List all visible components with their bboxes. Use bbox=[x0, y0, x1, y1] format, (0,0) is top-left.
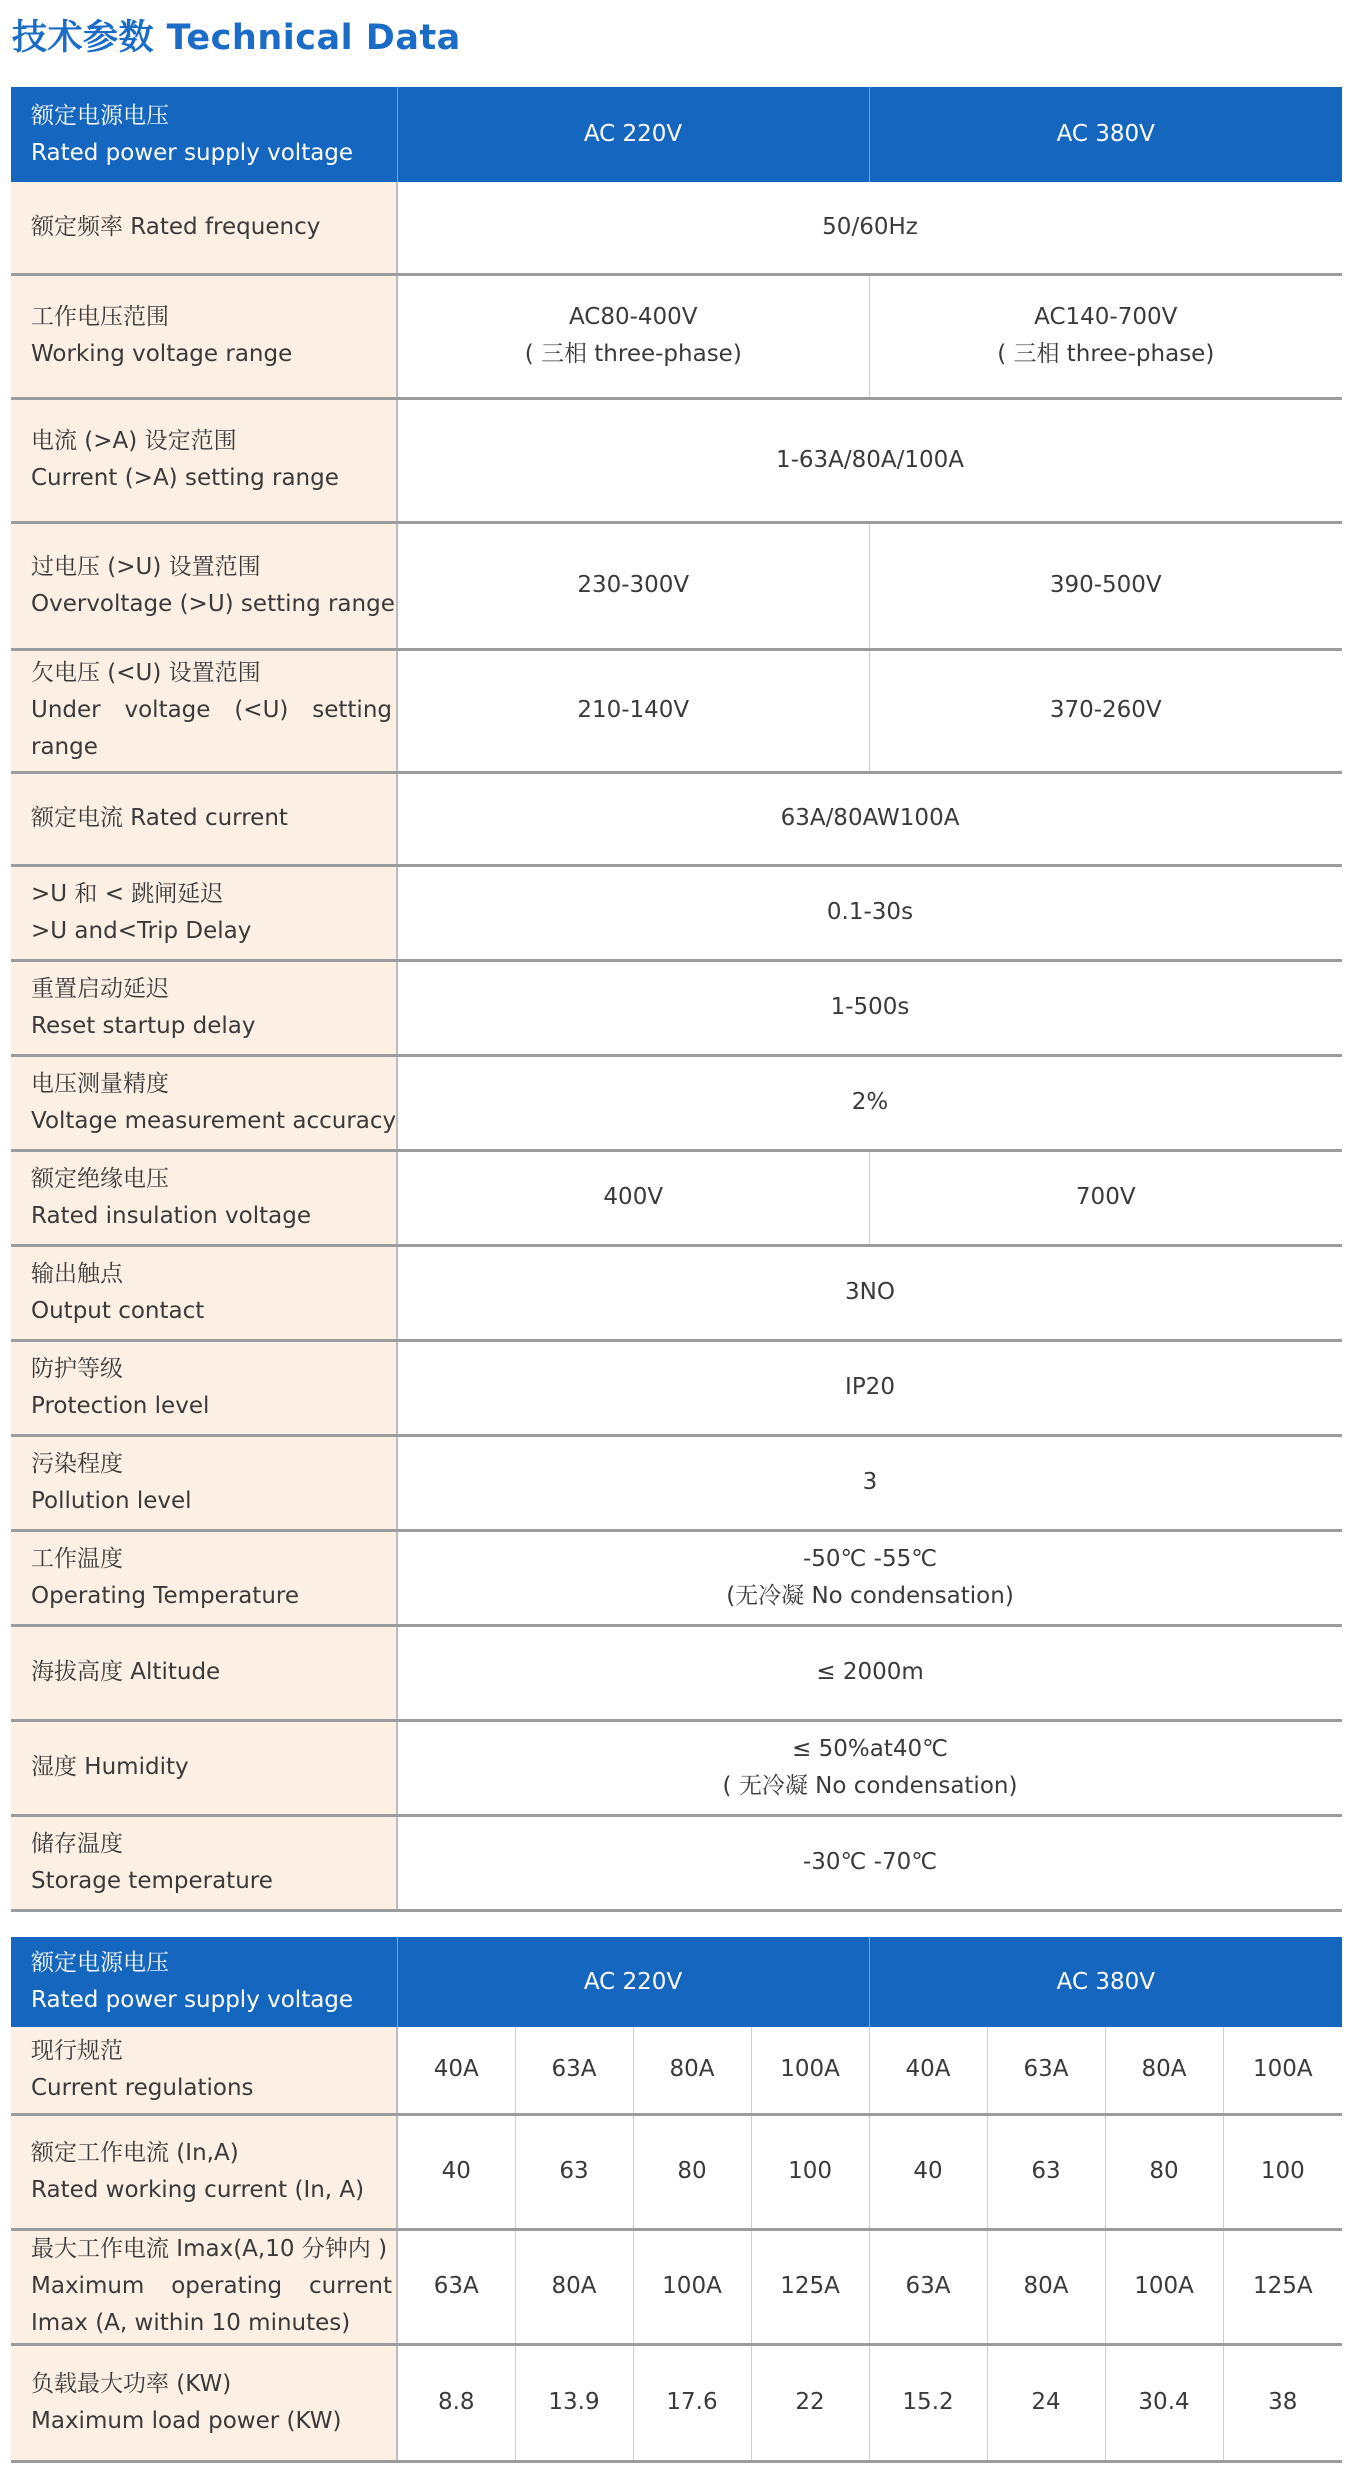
row-label: 海拔高度 Altitude bbox=[11, 1625, 397, 1720]
table-cell: 40A bbox=[869, 2027, 987, 2114]
row-label-zh: 防护等级 bbox=[31, 1355, 123, 1382]
table-row bbox=[11, 2344, 1342, 2461]
table-cell: 80A bbox=[633, 2027, 751, 2114]
row-label-en: Current (>A) setting range bbox=[31, 465, 339, 491]
row-label-en: >U and<Trip Delay bbox=[31, 917, 252, 944]
row-label bbox=[11, 1245, 397, 1340]
row-label-en: Pollution level bbox=[31, 1487, 192, 1514]
table-cell: 125A bbox=[751, 2229, 869, 2344]
row-label-zh: 工作电压范围 bbox=[31, 304, 169, 330]
table-cell: 100A bbox=[1223, 2027, 1342, 2114]
row-label-zh: 输出触点 bbox=[31, 1260, 123, 1287]
value-line: ( 三相 three-phase) bbox=[997, 341, 1215, 367]
row-label-zh: 工作温度 bbox=[31, 1545, 123, 1572]
row-value-ac380: 370-260V bbox=[869, 649, 1342, 772]
row-value-ac220 bbox=[397, 274, 869, 398]
table-cell: 40 bbox=[397, 2114, 515, 2229]
row-label bbox=[11, 1150, 397, 1245]
value-line: AC80-400V bbox=[568, 304, 698, 330]
row-value: 3NO bbox=[397, 1245, 1342, 1340]
row-label bbox=[11, 1435, 397, 1530]
row-value-ac220: 230-300V bbox=[397, 522, 869, 649]
table-cell: 100A bbox=[751, 2027, 869, 2114]
header-label bbox=[11, 1937, 397, 2027]
row-label-en: Reset startup delay bbox=[31, 1012, 256, 1039]
row-label-en: Output contact bbox=[31, 1297, 205, 1324]
header-ac380: AC 380V bbox=[869, 1937, 1342, 2027]
row-label bbox=[11, 2229, 397, 2344]
row-label bbox=[11, 865, 397, 960]
table-row bbox=[11, 274, 1342, 398]
row-value-ac220: 400V bbox=[397, 1150, 869, 1245]
header-ac220: AC 220V bbox=[397, 1937, 869, 2027]
row-label: 额定频率 Rated frequency bbox=[11, 182, 397, 274]
row-label bbox=[11, 1815, 397, 1910]
row-label-zh: 额定工作电流 (In,A) bbox=[31, 2139, 239, 2166]
table-row bbox=[11, 649, 1342, 772]
table-cell: 63 bbox=[987, 2114, 1105, 2229]
header-label bbox=[11, 87, 397, 182]
row-value: 1-63A/80A/100A bbox=[397, 398, 1342, 522]
table-row bbox=[11, 1435, 1342, 1530]
table-cell: 125A bbox=[1223, 2229, 1342, 2344]
header-label-zh: 额定电源电压 bbox=[31, 102, 169, 129]
row-value: 1-500s bbox=[397, 960, 1342, 1055]
value-line: ( 三相 three-phase) bbox=[524, 341, 742, 367]
row-value: 2% bbox=[397, 1055, 1342, 1150]
row-label-en: Protection level bbox=[31, 1392, 210, 1419]
row-label-en: Working voltage range bbox=[31, 341, 293, 367]
row-label-zh: 负载最大功率 (KW) bbox=[31, 2370, 232, 2397]
row-value: 63A/80AW100A bbox=[397, 772, 1342, 865]
row-value: IP20 bbox=[397, 1340, 1342, 1435]
table-cell: 17.6 bbox=[633, 2344, 751, 2461]
header-ac220: AC 220V bbox=[397, 87, 869, 182]
table-cell: 63A bbox=[869, 2229, 987, 2344]
table-cell: 100 bbox=[751, 2114, 869, 2229]
row-label-zh: 过电压 (>U) 设置范围 bbox=[31, 553, 261, 580]
header-label-en: Rated power supply voltage bbox=[31, 139, 354, 166]
row-label-zh: >U 和 < 跳闸延迟 bbox=[31, 880, 224, 907]
table-row bbox=[11, 2114, 1342, 2229]
table-cell: 63A bbox=[987, 2027, 1105, 2114]
row-label-zh: 污染程度 bbox=[31, 1450, 123, 1477]
row-value-ac380: 390-500V bbox=[869, 522, 1342, 649]
row-label bbox=[11, 649, 397, 772]
table-row bbox=[11, 398, 1342, 522]
table-cell: 80A bbox=[1105, 2027, 1223, 2114]
table-cell: 40 bbox=[869, 2114, 987, 2229]
row-label bbox=[11, 960, 397, 1055]
table-cell: 100A bbox=[633, 2229, 751, 2344]
row-label-en: Imax (A, within 10 minutes) bbox=[31, 2310, 351, 2336]
table-cell: 22 bbox=[751, 2344, 869, 2461]
row-label-en: Rated insulation voltage bbox=[31, 1202, 311, 1229]
row-label bbox=[11, 522, 397, 649]
table-cell: 63 bbox=[515, 2114, 633, 2229]
row-label: 额定电流 Rated current bbox=[11, 772, 397, 865]
table-row bbox=[11, 2229, 1342, 2344]
row-value-ac220: 210-140V bbox=[397, 649, 869, 772]
table-cell: 63A bbox=[397, 2229, 515, 2344]
row-value: ≤ 2000m bbox=[397, 1625, 1342, 1720]
row-label bbox=[11, 2344, 397, 2461]
table-row bbox=[11, 1625, 1342, 1720]
row-label-en: Operating Temperature bbox=[31, 1582, 299, 1609]
row-value: 3 bbox=[397, 1435, 1342, 1530]
row-label-zh: 欠电压 (<U) 设置范围 bbox=[31, 660, 261, 686]
table-row bbox=[11, 772, 1342, 865]
row-label-en: Voltage measurement accuracy bbox=[31, 1107, 397, 1134]
row-label-zh: 最大工作电流 Imax(A,10 分钟内 ) bbox=[31, 2236, 388, 2262]
value-line: ≤ 50%at40℃ bbox=[792, 1735, 948, 1762]
table-cell: 80A bbox=[515, 2229, 633, 2344]
table-row bbox=[11, 1245, 1342, 1340]
row-label-en: range bbox=[31, 734, 98, 760]
row-label-zh: 额定绝缘电压 bbox=[31, 1165, 169, 1192]
value-line: (无冷凝 No condensation) bbox=[726, 1582, 1014, 1609]
value-line: ( 无冷凝 No condensation) bbox=[722, 1772, 1018, 1799]
row-label-zh: 电压测量精度 bbox=[31, 1070, 169, 1097]
row-label bbox=[11, 2027, 397, 2114]
row-value bbox=[397, 1530, 1342, 1625]
row-label bbox=[11, 1055, 397, 1150]
row-value: -30℃ -70℃ bbox=[397, 1815, 1342, 1910]
table-row bbox=[11, 1530, 1342, 1625]
row-label-zh: 现行规范 bbox=[31, 2037, 123, 2064]
table-cell: 38 bbox=[1223, 2344, 1342, 2461]
row-label bbox=[11, 398, 397, 522]
table-row bbox=[11, 1340, 1342, 1435]
table-cell: 13.9 bbox=[515, 2344, 633, 2461]
current-ratings-table bbox=[11, 1937, 1342, 2463]
row-value-ac380: 700V bbox=[869, 1150, 1342, 1245]
row-label-zh: 电流 (>A) 设定范围 bbox=[31, 428, 237, 454]
value-line: -50℃ -55℃ bbox=[802, 1545, 938, 1572]
row-value: 0.1-30s bbox=[397, 865, 1342, 960]
table-row bbox=[11, 1055, 1342, 1150]
table-row bbox=[11, 865, 1342, 960]
page-title: 技术参数 Technical Data bbox=[12, 18, 461, 58]
table-row bbox=[11, 1815, 1342, 1910]
row-label bbox=[11, 2114, 397, 2229]
table-row bbox=[11, 1720, 1342, 1815]
table-cell: 100 bbox=[1223, 2114, 1342, 2229]
row-label-en: Maximum operating current bbox=[31, 2273, 392, 2299]
row-label-en: Storage temperature bbox=[31, 1867, 273, 1894]
row-label bbox=[11, 1530, 397, 1625]
table-cell: 8.8 bbox=[397, 2344, 515, 2461]
header-ac380: AC 380V bbox=[869, 87, 1342, 182]
header-label-zh: 额定电源电压 bbox=[31, 1950, 169, 1976]
row-label-en: Rated working current (In, A) bbox=[31, 2176, 365, 2203]
row-label-en: Current regulations bbox=[31, 2074, 254, 2101]
row-label-en: Overvoltage (>U) setting range bbox=[31, 590, 395, 617]
row-label: 湿度 Humidity bbox=[11, 1720, 397, 1815]
table-header-row bbox=[11, 87, 1342, 182]
table-header-row bbox=[11, 1937, 1342, 2027]
table-row bbox=[11, 522, 1342, 649]
value-line: AC140-700V bbox=[1034, 304, 1178, 330]
row-label bbox=[11, 274, 397, 398]
row-label-en: Under voltage (<U) setting bbox=[31, 697, 392, 723]
header-label-en: Rated power supply voltage bbox=[31, 1987, 354, 2013]
row-value: 50/60Hz bbox=[397, 182, 1342, 274]
table-cell: 100A bbox=[1105, 2229, 1223, 2344]
table-cell: 80 bbox=[1105, 2114, 1223, 2229]
table-row bbox=[11, 2027, 1342, 2114]
row-label bbox=[11, 1340, 397, 1435]
table-cell: 63A bbox=[515, 2027, 633, 2114]
table-cell: 40A bbox=[397, 2027, 515, 2114]
table-cell: 80A bbox=[987, 2229, 1105, 2344]
row-label-zh: 储存温度 bbox=[31, 1830, 123, 1857]
table-cell: 30.4 bbox=[1105, 2344, 1223, 2461]
row-value-ac380 bbox=[869, 274, 1342, 398]
technical-data-table bbox=[11, 87, 1342, 1912]
table-cell: 15.2 bbox=[869, 2344, 987, 2461]
table-row bbox=[11, 182, 1342, 274]
table-row bbox=[11, 1150, 1342, 1245]
table-row bbox=[11, 960, 1342, 1055]
row-value bbox=[397, 1720, 1342, 1815]
table-cell: 24 bbox=[987, 2344, 1105, 2461]
table-cell: 80 bbox=[633, 2114, 751, 2229]
row-label-en: Maximum load power (KW) bbox=[31, 2407, 342, 2434]
row-label-zh: 重置启动延迟 bbox=[31, 975, 169, 1002]
